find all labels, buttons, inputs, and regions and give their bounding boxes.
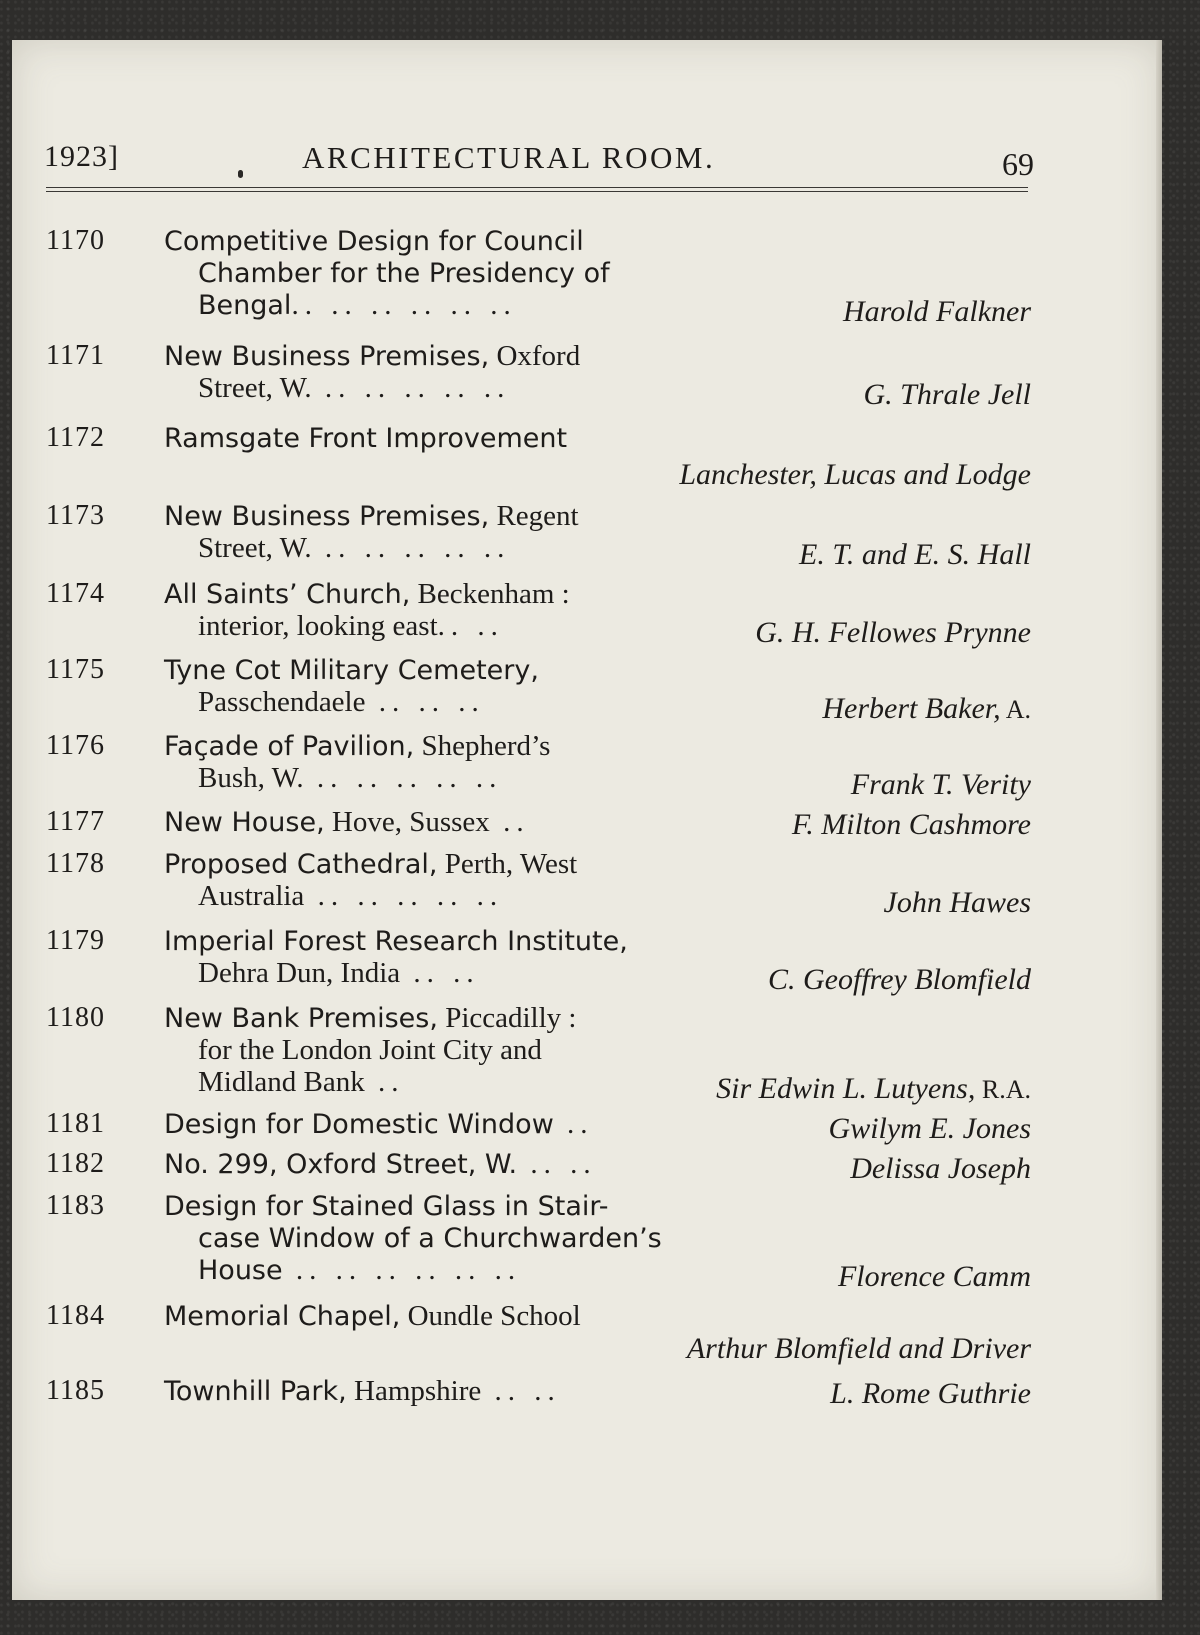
entry-title-plain: Dehra Dun, India bbox=[198, 957, 401, 989]
entry-title-plain: Bush, W. bbox=[198, 762, 304, 794]
entry-title-line bbox=[164, 1108, 594, 1141]
leader-dots: .. .. .. .. .. .. bbox=[282, 1254, 522, 1286]
artist-name bbox=[687, 1332, 1031, 1366]
entry-title-line bbox=[164, 806, 530, 839]
artist-name bbox=[829, 1112, 1031, 1146]
entry-title-line bbox=[164, 1002, 576, 1035]
page-number: 69 bbox=[1002, 146, 1034, 182]
entry-title-plain: Hove, Sussex bbox=[324, 806, 490, 838]
entry-number: 1185 bbox=[46, 1375, 105, 1406]
artist-name-text: E. T. and E. S. Hall bbox=[799, 538, 1031, 571]
entry-title-line bbox=[164, 1375, 561, 1408]
entry-title-line bbox=[198, 1222, 662, 1255]
entry-title-line bbox=[198, 1254, 521, 1287]
entry-title-line bbox=[198, 957, 480, 990]
entry-title-line bbox=[198, 686, 485, 719]
artist-name bbox=[830, 1377, 1031, 1411]
leader-dots: .. .. bbox=[400, 957, 480, 989]
entry-title-plain: Hampshire bbox=[346, 1375, 482, 1407]
entry-title-plain: Oxford bbox=[489, 340, 581, 372]
header-rule-secondary bbox=[46, 191, 1028, 192]
entry-number: 1183 bbox=[46, 1190, 105, 1221]
entry-title-line bbox=[198, 1034, 542, 1067]
entry-title-bold: All Saints’ Church, bbox=[164, 579, 411, 610]
entry-title-plain: Australia bbox=[198, 880, 305, 912]
entry-number: 1172 bbox=[46, 422, 105, 453]
entry-title-line bbox=[164, 848, 577, 881]
entry-number: 1176 bbox=[46, 730, 105, 761]
entry-title-line bbox=[198, 1066, 405, 1099]
entry-title-line bbox=[164, 225, 584, 258]
entry-title-bold: Memorial Chapel, bbox=[164, 1301, 401, 1332]
leader-dots: .. bbox=[364, 1066, 405, 1098]
artist-name bbox=[884, 886, 1031, 920]
leader-dots: .. .. bbox=[437, 610, 504, 642]
artist-name-text: G. H. Fellowes Prynne bbox=[755, 616, 1031, 649]
entry-number: 1178 bbox=[46, 848, 105, 879]
entry-title-line bbox=[198, 289, 517, 322]
entry-title-line bbox=[164, 654, 539, 687]
artist-name bbox=[792, 808, 1031, 842]
entry-number: 1170 bbox=[46, 225, 105, 256]
leader-dots: .. .. .. .. .. bbox=[303, 762, 503, 794]
artist-name-text: C. Geoffrey Blomfield bbox=[768, 963, 1031, 996]
leader-dots: .. bbox=[489, 806, 530, 838]
entry-title-plain: Perth, West bbox=[437, 848, 578, 880]
leader-dots: .. .. bbox=[517, 1148, 597, 1180]
entry-number: 1171 bbox=[46, 340, 105, 371]
entry-title-bold: Imperial Forest Research Institute, bbox=[164, 926, 628, 957]
artist-name bbox=[843, 295, 1031, 329]
entry-title-line bbox=[198, 762, 502, 795]
entry-number: 1181 bbox=[46, 1108, 105, 1139]
leader-dots: .. .. .. bbox=[365, 686, 485, 718]
entry-title-bold: No. 299, Oxford Street, W. bbox=[164, 1149, 518, 1180]
entry-title-line bbox=[164, 1148, 597, 1181]
artist-name bbox=[768, 963, 1031, 997]
entry-title-bold: New House, bbox=[164, 807, 325, 838]
artist-honour: R.A. bbox=[975, 1075, 1031, 1104]
entry-title-bold: House bbox=[198, 1255, 283, 1286]
artist-name-text: F. Milton Cashmore bbox=[791, 808, 1031, 841]
leader-dots: .. .. .. .. .. bbox=[311, 532, 511, 564]
running-head-year: 1923] bbox=[44, 140, 119, 173]
entry-title-bold: Design for Stained Glass in Stair- bbox=[164, 1191, 609, 1222]
entry-title-bold: Competitive Design for Council bbox=[164, 226, 584, 257]
book-page bbox=[12, 40, 1162, 1600]
artist-name bbox=[822, 692, 1031, 726]
artist-name bbox=[716, 1072, 1031, 1106]
entry-number: 1180 bbox=[46, 1002, 105, 1033]
leader-dots: .. .. .. .. .. .. bbox=[291, 289, 517, 321]
artist-name-text: Arthur Blomfield and Driver bbox=[686, 1332, 1031, 1365]
entry-title-bold: Ramsgate Front Improvement bbox=[164, 423, 568, 454]
entry-title-line bbox=[164, 1300, 581, 1333]
entry-title-bold: case Window of a Churchwarden’s bbox=[198, 1223, 662, 1254]
entry-title-line bbox=[198, 532, 510, 565]
artist-name-text: Sir Edwin L. Lutyens, bbox=[716, 1072, 976, 1105]
entry-title-bold: New Business Premises, bbox=[164, 341, 490, 372]
entry-title-line bbox=[198, 257, 610, 290]
artist-name-text: Frank T. Verity bbox=[850, 768, 1031, 801]
artist-honour: A. bbox=[1000, 695, 1031, 724]
entry-title-line bbox=[164, 1190, 609, 1223]
running-head-title: ARCHITECTURAL ROOM. bbox=[302, 140, 716, 175]
entry-title-bold: Design for Domestic Window bbox=[164, 1109, 554, 1140]
entry-title-plain: interior, looking east bbox=[198, 610, 438, 642]
leader-dots: .. .. .. .. .. bbox=[304, 880, 504, 912]
header-rule bbox=[46, 187, 1028, 188]
entry-number: 1184 bbox=[46, 1300, 105, 1331]
entry-title-plain: Piccadilly : bbox=[437, 1002, 577, 1034]
entry-title-plain: Regent bbox=[489, 500, 579, 532]
entry-title-plain: Passchendaele bbox=[198, 686, 366, 718]
leader-dots: .. .. .. .. .. bbox=[311, 372, 511, 404]
artist-name bbox=[864, 378, 1031, 412]
entry-title-plain: Street, W. bbox=[198, 532, 312, 564]
artist-name-text: L. Rome Guthrie bbox=[830, 1377, 1031, 1410]
ink-speck bbox=[238, 170, 243, 178]
entry-title-line bbox=[164, 925, 628, 958]
entry-title-bold: Bengal bbox=[198, 290, 292, 321]
artist-name-text: Lanchester, Lucas and Lodge bbox=[679, 458, 1031, 491]
entry-title-line bbox=[164, 500, 579, 533]
artist-name-text: Florence Camm bbox=[837, 1260, 1031, 1293]
entry-title-bold: Tyne Cot Military Cemetery, bbox=[164, 655, 539, 686]
entry-title-line bbox=[164, 730, 550, 763]
entry-title-plain: Oundle School bbox=[400, 1300, 581, 1332]
artist-name-text: G. Thrale Jell bbox=[863, 378, 1031, 411]
entry-title-bold: New Business Premises, bbox=[164, 501, 490, 532]
artist-name-text: Delissa Joseph bbox=[850, 1152, 1031, 1185]
entry-number: 1174 bbox=[46, 578, 105, 609]
entry-number: 1182 bbox=[46, 1148, 105, 1179]
entry-title-bold: New Bank Premises, bbox=[164, 1003, 438, 1034]
entry-title-bold: Townhill Park, bbox=[164, 1376, 347, 1407]
entry-number: 1177 bbox=[46, 806, 105, 837]
entry-title-plain: for the London Joint City and bbox=[198, 1034, 542, 1066]
leader-dots: .. .. bbox=[481, 1375, 561, 1407]
entry-number: 1179 bbox=[46, 925, 105, 956]
artist-name-text: Harold Falkner bbox=[842, 295, 1031, 328]
entry-title-line bbox=[198, 372, 510, 405]
entry-number: 1173 bbox=[46, 500, 105, 531]
entry-title-line bbox=[198, 880, 503, 913]
artist-name bbox=[838, 1260, 1031, 1294]
entry-title-line bbox=[164, 578, 570, 611]
artist-name-text: John Hawes bbox=[883, 886, 1031, 919]
leader-dots: .. bbox=[553, 1108, 594, 1140]
entry-title-plain: Beckenham : bbox=[410, 578, 570, 610]
entry-number: 1175 bbox=[46, 654, 105, 685]
artist-name bbox=[851, 768, 1031, 802]
entry-title-bold: Chamber for the Presidency of bbox=[198, 258, 610, 289]
entry-title-bold: Proposed Cathedral, bbox=[164, 849, 438, 880]
entry-title-line bbox=[164, 340, 580, 373]
entry-title-plain: Street, W. bbox=[198, 372, 312, 404]
artist-name bbox=[850, 1152, 1031, 1186]
artist-name bbox=[799, 538, 1031, 572]
entry-title-line bbox=[198, 610, 504, 643]
entry-title-plain: Shepherd’s bbox=[414, 730, 551, 762]
artist-name bbox=[755, 616, 1031, 650]
artist-name bbox=[679, 458, 1031, 492]
entry-title-line bbox=[164, 422, 567, 455]
artist-name-text: Herbert Baker, bbox=[822, 692, 1001, 725]
artist-name-text: Gwilym E. Jones bbox=[828, 1112, 1031, 1145]
entry-title-plain: Midland Bank bbox=[198, 1066, 365, 1098]
entry-title-bold: Façade of Pavilion, bbox=[164, 731, 415, 762]
